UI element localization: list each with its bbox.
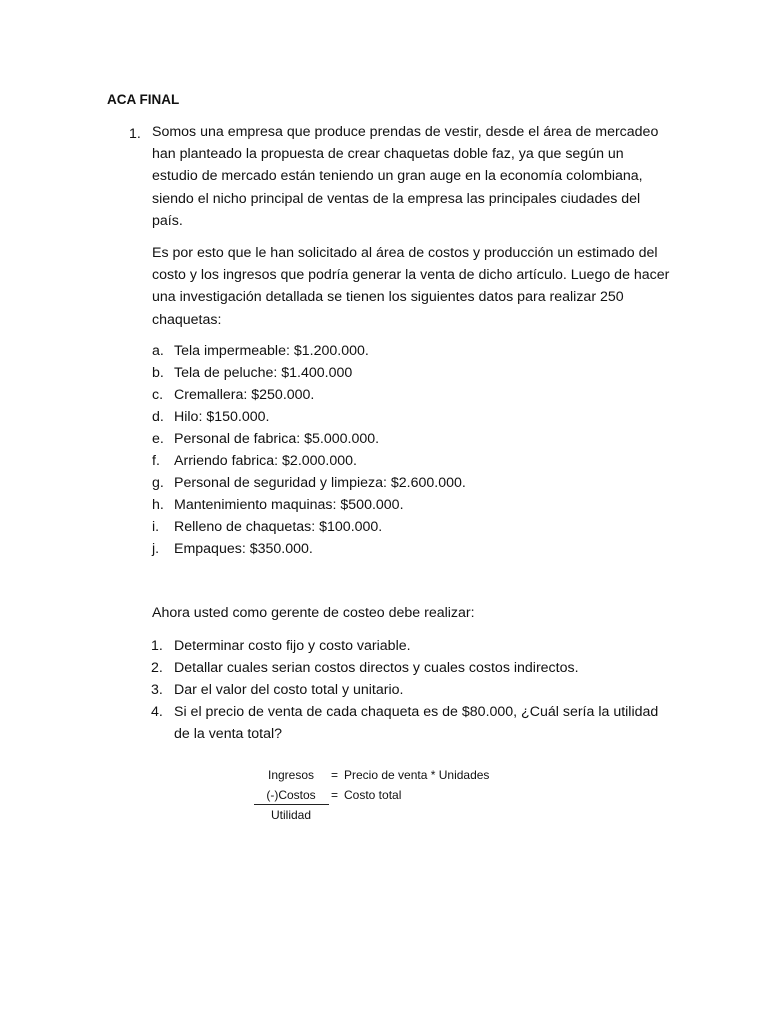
list-marker: a. <box>152 343 164 359</box>
list-marker: 2. <box>151 660 163 676</box>
document-title: ACA FINAL <box>107 92 180 107</box>
list-marker: d. <box>152 409 164 425</box>
formula-label: Ingresos <box>267 768 315 782</box>
list-item <box>151 635 671 657</box>
list-marker: b. <box>152 365 164 381</box>
list-item <box>151 701 671 745</box>
list-marker: 4. <box>151 704 163 720</box>
list-item <box>152 494 466 516</box>
list-item-text: Dar el valor del costo total y unitario. <box>174 682 404 698</box>
list-item <box>151 657 671 679</box>
list-marker: 3. <box>151 682 163 698</box>
list-item-text: Si el precio de venta de cada chaqueta es de $80.000, ¿Cuál sería la utilidad de la venta total? <box>174 704 659 742</box>
list-item-text: Tela de peluche: $1.400.000 <box>174 365 353 381</box>
list-item <box>152 384 466 406</box>
formula-value: Precio de venta * Unidades <box>344 768 490 782</box>
question-number: 1. <box>129 126 141 142</box>
list-marker: g. <box>152 475 164 491</box>
list-item-text: Relleno de chaquetas: $100.000. <box>174 519 383 535</box>
tasks-list <box>151 635 671 745</box>
formula-equals: = <box>331 768 339 782</box>
list-marker: f. <box>152 453 160 469</box>
list-item-text: Personal de seguridad y limpieza: $2.600.000. <box>174 475 466 491</box>
formula-equals: = <box>331 788 339 802</box>
formula-value: Costo total <box>344 788 402 802</box>
list-item-text: Cremallera: $250.000. <box>174 387 315 403</box>
list-item-text: Mantenimiento maquinas: $500.000. <box>174 497 404 513</box>
list-item <box>152 406 466 428</box>
tasks-intro: Ahora usted como gerente de costeo debe realizar: <box>152 605 475 621</box>
list-item <box>152 538 466 560</box>
request-paragraph: Es por esto que le han solicitado al área de costos y producción un estimado del costo y los ingresos que podría generar la venta de dicho artículo. Luego de hacer una investigación detallada se tienen los siguientes datos para realizar 250 chaquetas: <box>152 245 670 328</box>
list-item <box>152 450 466 472</box>
list-item <box>152 428 466 450</box>
list-item-text: Arriendo fabrica: $2.000.000. <box>174 453 357 469</box>
list-item <box>152 362 466 384</box>
formula-divider <box>254 804 329 805</box>
formula-label: Utilidad <box>270 808 312 822</box>
list-item-text: Tela impermeable: $1.200.000. <box>174 343 369 359</box>
list-marker: j. <box>152 541 160 557</box>
list-marker: h. <box>152 497 164 513</box>
list-marker: 1. <box>151 638 163 654</box>
cost-items-list <box>152 340 466 560</box>
list-item <box>152 472 466 494</box>
list-item-text: Personal de fabrica: $5.000.000. <box>174 431 380 447</box>
list-marker: c. <box>152 387 164 403</box>
formula-label: (-)Costos <box>266 788 316 802</box>
list-item-text: Determinar costo fijo y costo variable. <box>174 638 411 654</box>
list-item-text: Detallar cuales serian costos directos y cuales costos indirectos. <box>174 660 579 676</box>
intro-paragraph: Somos una empresa que produce prendas de vestir, desde el área de mercadeo han planteado la propuesta de crear chaquetas doble faz, ya que según un estudio de mercado están teniendo un gran auge en la economía colombiana, siendo el nicho principal de ventas de la empresa las principales ciudades del país. <box>152 124 659 229</box>
list-item <box>151 679 671 701</box>
list-item <box>152 516 466 538</box>
list-item-text: Empaques: $350.000. <box>174 541 313 557</box>
list-item <box>152 340 466 362</box>
list-item-text: Hilo: $150.000. <box>174 409 270 425</box>
list-marker: e. <box>152 431 164 447</box>
list-marker: i. <box>152 519 160 535</box>
